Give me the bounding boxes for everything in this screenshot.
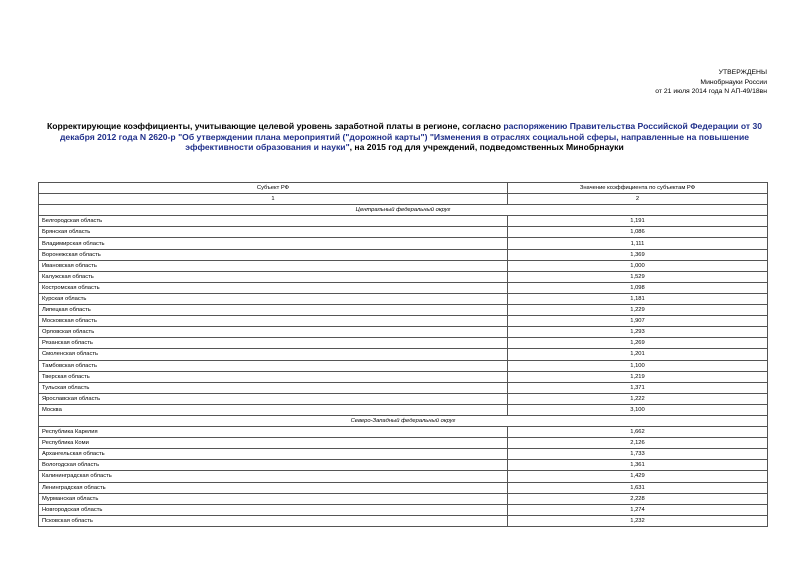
coefficient-value: 1,274 [508,504,768,515]
table-row [39,305,768,316]
region-name: Тульская область [39,382,508,393]
table-row [39,238,768,249]
region-name: Москва [39,404,508,415]
section-row [39,415,768,426]
coefficient-value: 1,371 [508,382,768,393]
table-row [39,515,768,526]
region-name: Тверская область [39,371,508,382]
approval-line-date: от 21 июля 2014 года N АП-49/18вн [655,88,767,95]
region-name: Воронежская область [39,249,508,260]
region-name: Липецкая область [39,305,508,316]
table-row [39,316,768,327]
coefficient-value: 2,126 [508,438,768,449]
table-row [39,471,768,482]
table-row [39,449,768,460]
region-name: Смоленская область [39,349,508,360]
coefficient-value: 1,100 [508,360,768,371]
region-name: Владимирская область [39,238,508,249]
region-name: Калининградская область [39,471,508,482]
table-row [39,293,768,304]
table-row [39,249,768,260]
table-row [39,360,768,371]
column-header-value: Значение коэффициента по субъектам РФ [508,183,768,194]
region-name: Орловская область [39,327,508,338]
coefficient-value: 3,100 [508,404,768,415]
title-text-start: Корректирующие коэффициенты, учитывающие целевой уровень заработной платы в регионе, согласно [46,121,504,131]
region-name: Ленинградская область [39,482,508,493]
coefficient-value: 1,662 [508,427,768,438]
table-row [39,382,768,393]
region-name: Брянская область [39,227,508,238]
region-name: Вологодская область [39,460,508,471]
region-name: Калужская область [39,271,508,282]
table-row [39,493,768,504]
coefficient-value: 1,229 [508,305,768,316]
coefficient-value: 1,369 [508,249,768,260]
table-row [39,271,768,282]
region-name: Республика Коми [39,438,508,449]
column-number-2: 2 [508,194,768,205]
coefficients-table [38,182,768,527]
table-row [39,393,768,404]
table-row [39,338,768,349]
column-number-row [39,194,768,205]
coefficient-value: 1,201 [508,349,768,360]
approval-line-approved: УТВЕРЖДЕНЫ [718,69,767,76]
table-row [39,371,768,382]
region-name: Архангельская область [39,449,508,460]
region-name: Республика Карелия [39,427,508,438]
section-title: Центральный федеральный округ [39,205,768,216]
coefficient-value: 2,228 [508,493,768,504]
coefficient-value: 1,191 [508,216,768,227]
region-name: Костромская область [39,282,508,293]
table-row [39,260,768,271]
region-name: Ярославская область [39,393,508,404]
table-row [39,216,768,227]
region-name: Новгородская область [39,504,508,515]
title-text-end: , на 2015 год для учреждений, подведомственных Минобрнауки [349,142,624,153]
table-header-row [39,183,768,194]
coefficient-value: 1,429 [508,471,768,482]
region-name: Ивановская область [39,260,508,271]
region-name: Рязанская область [39,338,508,349]
approval-line-ministry: Минобрнауки России [700,78,767,86]
region-name: Московская область [39,316,508,327]
table-row [39,460,768,471]
region-name: Белгородская область [39,216,508,227]
coefficient-value: 1,098 [508,282,768,293]
coefficient-value: 1,222 [508,393,768,404]
coefficient-value: 1,907 [508,316,768,327]
table-row [39,427,768,438]
approval-stamp [655,68,767,97]
column-number-1: 1 [39,194,508,205]
coefficient-value: 1,086 [508,227,768,238]
table-row [39,282,768,293]
region-name: Мурманская область [39,493,508,504]
coefficient-value: 1,293 [508,327,768,338]
coefficient-value: 1,000 [508,260,768,271]
table-row [39,504,768,515]
section-row [39,205,768,216]
column-header-subject: Субъект РФ [39,183,508,194]
coefficient-value: 1,529 [508,271,768,282]
region-name: Псковская область [39,515,508,526]
coefficient-value: 1,111 [508,238,768,249]
coefficient-value: 1,733 [508,449,768,460]
coefficient-value: 1,361 [508,460,768,471]
coefficient-value: 1,631 [508,482,768,493]
table-row [39,404,768,415]
region-name: Курская область [39,293,508,304]
decree-link[interactable]: распоряжению Правительства Российской Федерации от 30 декабря 2012 года N 2620-р "Об утверждении плана мероприятий ("дорожной карты") "Изменения в отраслях социальной сферы, направленные на повышение эффективности образования и науки" [59,121,763,153]
section-title: Северо-Западный федеральный округ [39,415,768,426]
coefficient-value: 1,181 [508,293,768,304]
table-row [39,482,768,493]
coefficient-value: 1,269 [508,338,768,349]
table-row [39,438,768,449]
coefficient-value: 1,232 [508,515,768,526]
table-row [39,227,768,238]
coefficient-value: 1,219 [508,371,768,382]
document-title [40,121,769,153]
table-row [39,327,768,338]
region-name: Тамбовская область [39,360,508,371]
table-row [39,349,768,360]
